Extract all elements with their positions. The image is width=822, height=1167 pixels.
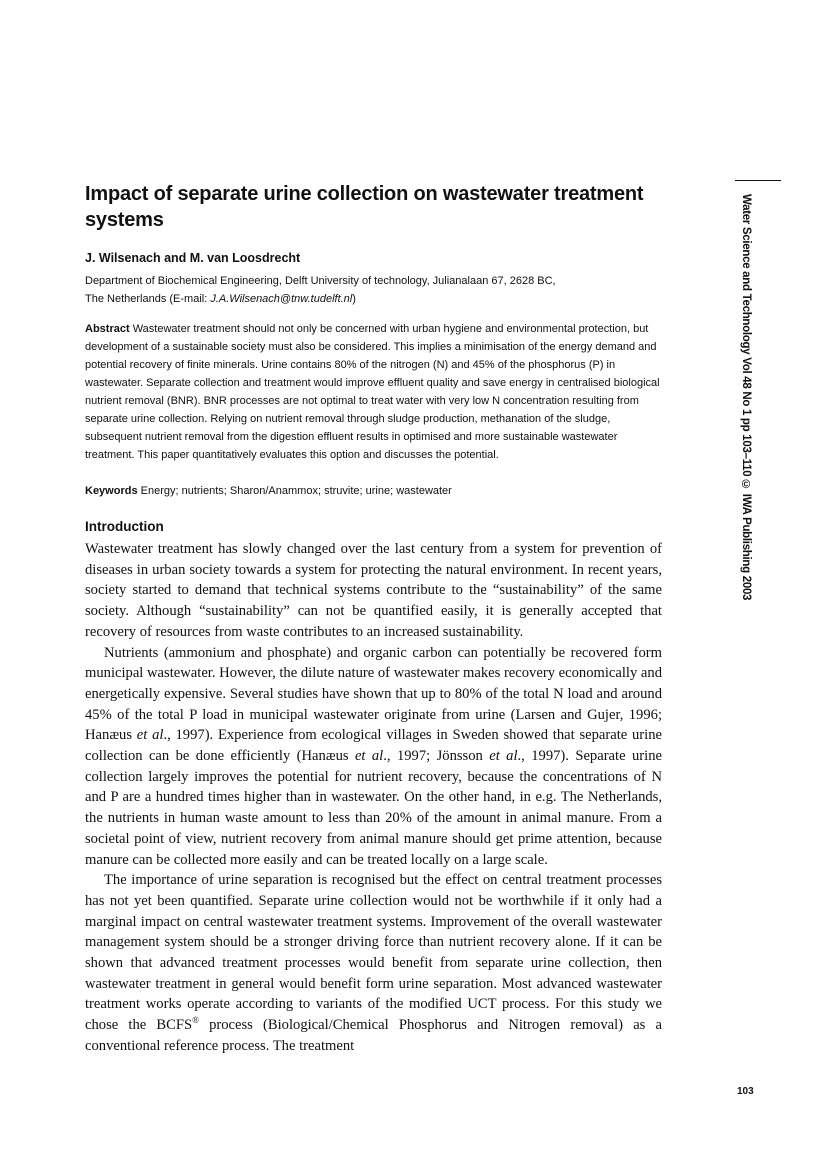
et-al: et al (354, 748, 384, 765)
affiliation-line-1: Department of Biochemical Engineering, Delft University of technology, Julianalaan 67, 2628 BC, (85, 275, 556, 287)
keywords-text: Energy; nutrients; Sharon/Anammox; struvite; urine; wastewater (140, 485, 452, 497)
et-al: et al (489, 748, 518, 765)
keywords-label: Keywords (85, 485, 138, 497)
running-head: Water Science and Technology Vol 48 No 1 pp 103–110 © IWA Publishing 2003 (740, 194, 752, 601)
paragraph-2 (85, 643, 662, 871)
affiliation-line-2-suffix: ) (352, 293, 356, 305)
author-email: J.A.Wilsenach@tnw.tudelft.nl (210, 293, 353, 305)
paragraph-3 (85, 870, 662, 1056)
paragraph-2-part-d: ., 1997). Separate urine collection largely improves the potential for nutrient recovery, because the concentrations of N and P are a hundred times higher than in wastewater. On the other hand, in e.g. The Netherlands, the nutrients in human waste amount to less than 20% of the amount in animal manure. From a societal point of view, nutrient recovery from animal manure should get prime attention, because manure can be collected more easily and can be treated locally on a large scale. (85, 748, 662, 868)
paragraph-1: Wastewater treatment has slowly changed over the last century from a system for prevention of diseases in urban society towards a system for protecting the natural environment. In recent years, society started to demand that technical systems contribute to the “sustainability” of the same society. Although “sustainability” can not be quantified easily, it is generally accepted that recovery of resources from waste contributes to an increased sustainability. (85, 541, 662, 640)
paragraph-2-part-a: Nutrients (ammonium and phosphate) and organic carbon can potentially be recovered form municipal wastewater. However, the dilute nature of wastewater makes recovery economically and energetically expensive. Several studies have shown that up to 80% of the total N load and around 45% of the total P load in municipal wastewater originate from urine (Larsen and Gujer, 1996; Hanæus (85, 644, 662, 744)
section-heading-introduction: Introduction (85, 519, 164, 534)
authors: J. Wilsenach and M. van Loosdrecht (85, 251, 301, 265)
paragraph-2-part-b: ., 1997). Experience from ecological villages in Sweden showed that separate urine collection can be done efficiently (Hanæus (85, 727, 662, 765)
body-text (85, 539, 662, 1057)
abstract-label: Abstract (85, 323, 130, 335)
paragraph-3-part-b: process (Biological/Chemical Phosphorus and Nitrogen removal) as a conventional reference process. The treatment (85, 1017, 662, 1054)
article-title: Impact of separate urine collection on wastewater treatment systems (85, 183, 644, 231)
abstract (85, 320, 660, 464)
affiliation (85, 272, 665, 308)
registered-mark: ® (192, 1015, 199, 1026)
abstract-text: Wastewater treatment should not only be concerned with urban hygiene and environmental protection, but development of a sustainable society must also be considered. This implies a minimisation of the energy demand and potential recovery of finite minerals. Urine contains 80% of the nitrogen (N) and 45% of the phosphorus (P) in wastewater. Separate collection and treatment would improve effluent quality and save energy in centralised biological nutrient removal (BNR). BNR processes are not optimal to treat water with very low N concentration resulting from separate urine collection. Relying on nutrient removal through sludge production, methanation of the sludge, subsequent nutrient removal from the digestion effluent results in optimised and more sustainable wastewater treatment. This paper quantitatively evaluates this option and discusses the potential. (85, 323, 660, 461)
affiliation-line-2-prefix: The Netherlands (E-mail: (85, 293, 211, 305)
paragraph-2-part-c: ., 1997; Jönsson (383, 748, 490, 765)
keywords (85, 482, 660, 500)
page-number: 103 (737, 1086, 754, 1097)
paragraph-3-part-a: The importance of urine separation is recognised but the effect on central treatment processes has not yet been quantified. Separate urine collection would not be worthwhile if it only had a marginal impact on central wastewater treatment systems. Improvement of the overall wastewater management system should be a stronger driving force than nutrient recovery alone. If it can be shown that advanced treatment processes would benefit from separate urine collection, then wastewater treatment in general would benefit form urine separation. Most advanced wastewater treatment works operate according to variants of the modified UCT process. For this study we chose the BCFS (85, 872, 662, 1034)
et-al: et al (136, 727, 164, 744)
sidebar-rule (735, 180, 781, 181)
